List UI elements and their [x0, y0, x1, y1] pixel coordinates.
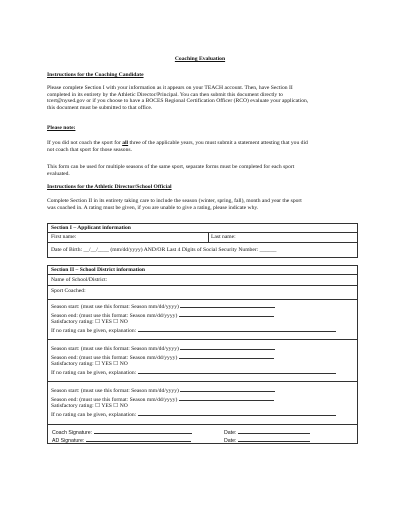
ad-instructions-text	[47, 198, 362, 211]
explanation-line	[138, 410, 336, 416]
school-district-field[interactable]: Name of School/District:	[51, 277, 108, 283]
coach-signature-label: Coach Signature:	[52, 430, 93, 436]
date-label: Date:	[224, 430, 237, 436]
date-line	[238, 436, 310, 442]
dob-row	[48, 243, 357, 257]
text-line: tcert@nysed.gov or if you choose to have a BOCES Regional Certification Officer (RCO) evaluate your application,	[47, 98, 309, 105]
season-start-line	[180, 302, 275, 308]
candidate-instructions-text	[47, 85, 362, 111]
season-start-label: Season start: (must use this format: Season mm/dd/yyyy)	[51, 388, 179, 394]
school-row	[48, 275, 357, 286]
season-end-field[interactable]	[51, 311, 336, 320]
section-2-heading: Section II – School District information	[51, 267, 146, 273]
explanation-field[interactable]	[51, 368, 336, 377]
season-1-fields	[51, 302, 336, 334]
season-start-field[interactable]	[51, 344, 336, 353]
season-block-3	[48, 382, 357, 424]
explanation-field[interactable]	[51, 326, 336, 335]
explanation-label: If no rating can be given, explanation:	[51, 411, 137, 418]
sport-coached-field[interactable]: Sport Coached:	[51, 288, 86, 294]
explanation-line	[138, 326, 336, 332]
section-1-heading: Section I – Applicant information	[51, 225, 131, 231]
text-line	[47, 140, 362, 147]
satisfactory-rating-checkboxes[interactable]: Satisfactory rating: ☐ YES ☐ NO	[51, 403, 128, 410]
satisfactory-rating-checkboxes[interactable]: Satisfactory rating: ☐ YES ☐ NO	[51, 319, 128, 326]
text-line: completed in its entirety by the Athletic Director/Principal. You can then submit this document directly to	[47, 91, 283, 98]
explanation-label: If no rating can be given, explanation:	[51, 369, 137, 376]
section-2-header-row	[48, 266, 357, 275]
satisfactory-rating-checkboxes[interactable]: Satisfactory rating: ☐ YES ☐ NO	[51, 361, 128, 368]
season-start-label: Season start: (must use this format: Season mm/dd/yyyy)	[51, 304, 179, 310]
date-line	[238, 428, 310, 434]
ad-date-field[interactable]	[224, 436, 310, 445]
coach-signature-line	[94, 428, 192, 434]
section-2-table	[47, 265, 358, 425]
sport-row	[48, 286, 357, 300]
season-end-label: Season end: (must use this format: Season mm/dd/yyyy)	[51, 312, 178, 319]
text-line: this document must be submitted to that office.	[47, 104, 153, 111]
season-start-field[interactable]	[51, 302, 336, 311]
season-end-line	[179, 395, 274, 401]
season-block-2	[48, 340, 357, 382]
text-line: Complete Section II in its entirety taking care to include the season (winter, spring, fall), month and year the sport	[47, 198, 302, 204]
season-start-line	[180, 344, 275, 350]
document-title: Coaching Evaluation	[174, 56, 226, 62]
signature-box	[47, 424, 358, 444]
text-line: was coached in. A rating must be given, if you are unable to give a rating, please indicate why.	[47, 204, 259, 211]
season-start-field[interactable]	[51, 386, 336, 395]
text-line: not coach that sport for those seasons.	[47, 146, 132, 153]
season-start-line	[180, 386, 275, 392]
explanation-field[interactable]	[51, 410, 336, 419]
ad-signature-field[interactable]	[52, 436, 191, 445]
season-end-label: Season end: (must use this format: Season mm/dd/yyyy)	[51, 396, 178, 403]
dob-ssn-field[interactable]: Date of Birth: __/__/____ (mm/dd/yyyy) AND/OR Last 4 Digits of Social Security Number: ______	[51, 247, 277, 253]
season-2-fields	[51, 344, 336, 376]
text-span: If you did not coach the sport for	[47, 140, 123, 146]
ad-instructions-heading: Instructions for the Athletic Director/School Official	[47, 184, 172, 190]
note-paragraph-1	[47, 140, 362, 153]
text-line: Please complete Section I with your information as it appears on your TEACH account. Then, have Section II	[47, 85, 293, 91]
name-row	[48, 233, 357, 243]
note-paragraph-2	[47, 164, 362, 177]
season-block-1	[48, 300, 357, 340]
season-3-fields	[51, 386, 336, 418]
section-1-table	[47, 223, 358, 258]
text-line: This form can be used for multiple seasons of the same sport, separate forms must be completed for each sport	[47, 164, 295, 170]
season-start-label: Season start: (must use this format: Season mm/dd/yyyy)	[51, 346, 179, 352]
ad-signature-line	[86, 436, 191, 442]
season-end-line	[179, 353, 274, 359]
note-heading: Please note:	[47, 125, 76, 131]
cell-divider	[208, 233, 209, 243]
season-end-field[interactable]	[51, 353, 336, 362]
text-line: evaluated.	[47, 170, 70, 177]
emphasis-all: all	[122, 140, 129, 146]
section-1-header-row	[48, 224, 357, 233]
season-end-field[interactable]	[51, 395, 336, 404]
ad-signature-label: AD Signature:	[52, 438, 85, 444]
season-end-label: Season end: (must use this format: Season mm/dd/yyyy)	[51, 354, 178, 361]
explanation-line	[138, 368, 336, 374]
first-name-field[interactable]: First name:	[51, 234, 77, 240]
date-label: Date:	[224, 438, 237, 444]
explanation-label: If no rating can be given, explanation:	[51, 327, 137, 334]
candidate-instructions-heading: Instructions for the Coaching Candidate	[47, 72, 144, 78]
season-end-line	[179, 311, 274, 317]
text-span: three of the applicable years, you must submit a statement attesting that you did	[128, 140, 308, 146]
last-name-field[interactable]: Last name:	[211, 234, 236, 240]
